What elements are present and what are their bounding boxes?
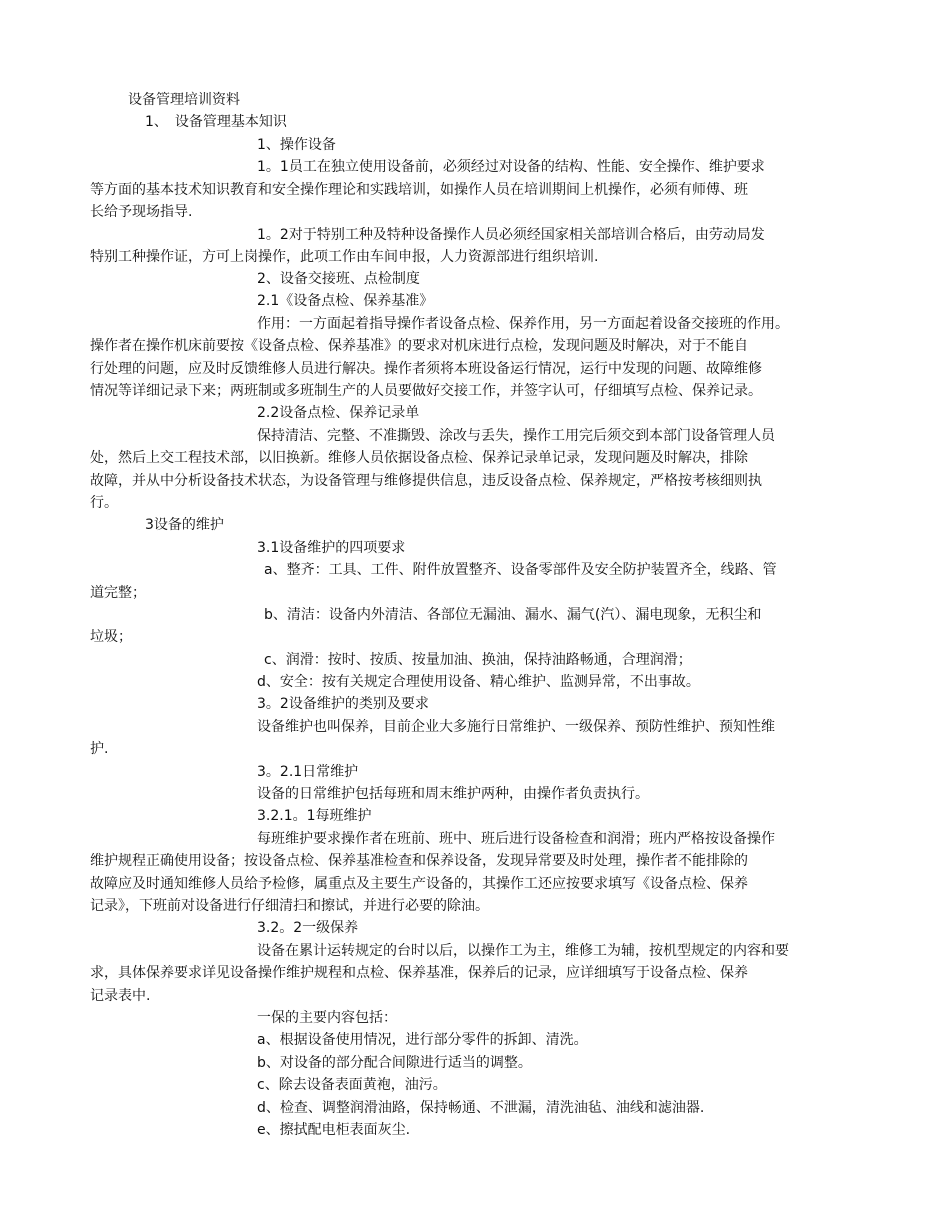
list-item-continuation: 垃圾； xyxy=(90,629,132,645)
subsection-heading: 2.1《设备点检、保养基准》 xyxy=(257,293,434,309)
paragraph-line: 一保的主要内容包括： xyxy=(257,1010,397,1026)
subsection-heading: 1、操作设备 xyxy=(257,137,336,153)
list-item: a、整齐：工具、工件、附件放置整齐、设备零部件及安全防护装置齐全，线路、管 xyxy=(264,562,777,578)
paragraph-line: 求，具体保养要求详见设备操作维护规程和点检、保养基准，保养后的记录，应详细填写于设备点检、保养 xyxy=(90,965,748,981)
paragraph-line: 行。 xyxy=(90,495,118,511)
list-item: a、根据设备使用情况，进行部分零件的拆卸、清洗。 xyxy=(257,1032,588,1048)
paragraph-line: 维护规程正确使用设备；按设备点检、保养基准检查和保养设备，发现异常要及时处理，操作者不能排除的 xyxy=(90,853,748,869)
subsection-heading: 3。2.1日常维护 xyxy=(257,764,359,780)
list-item: e、擦拭配电柜表面灰尘. xyxy=(257,1122,411,1138)
list-item: b、对设备的部分配合间隙进行适当的调整。 xyxy=(257,1055,532,1071)
list-item: d、检查、调整润滑油路，保持畅通、不泄漏，清洗油毡、油线和滤油器. xyxy=(257,1100,705,1116)
paragraph-line: 1。2对于特别工种及特种设备操作人员必须经国家相关部培训合格后，由劳动局发 xyxy=(257,227,765,243)
paragraph-line: 设备维护也叫保养，目前企业大多施行日常维护、一级保养、预防性维护、预知性维 xyxy=(257,719,775,735)
subsection-heading: 3。2设备维护的类别及要求 xyxy=(257,696,429,712)
subsection-heading: 2、设备交接班、点检制度 xyxy=(257,271,420,287)
paragraph-line: 长给予现场指导. xyxy=(90,204,193,220)
paragraph-line: 作用：一方面起着指导操作者设备点检、保养作用，另一方面起着设备交接班的作用。 xyxy=(257,316,789,332)
paragraph-line: 记录》，下班前对设备进行仔细清扫和擦试，并进行必要的除油。 xyxy=(90,898,489,914)
list-item: c、除去设备表面黄袍，油污。 xyxy=(257,1077,447,1093)
list-item: b、清洁：设备内外清洁、各部位无漏油、漏水、漏气(汽）、漏电现象，无积尘和 xyxy=(264,607,762,623)
subsection-heading: 3.2.1。1每班维护 xyxy=(257,808,372,824)
subsection-heading: 3.1设备维护的四项要求 xyxy=(257,540,406,556)
section-heading: 1、 设备管理基本知识 xyxy=(145,114,287,130)
paragraph-line: 处，然后上交工程技术部，以旧换新。维修人员依据设备点检、保养记录单记录，发现问题及时解决，排除 xyxy=(90,450,748,466)
paragraph-line: 记录表中. xyxy=(90,988,151,1004)
list-item: c、润滑：按时、按质、按量加油、换油，保持油路畅通，合理润滑； xyxy=(264,652,692,668)
paragraph-line: 1。1员工在独立使用设备前，必须经过对设备的结构、性能、安全操作、维护要求 xyxy=(257,159,765,175)
paragraph-line: 情况等详细记录下来；两班制或多班制生产的人员要做好交接工作，并签字认可，仔细填写点检、保养记录。 xyxy=(90,383,762,399)
paragraph-line: 护. xyxy=(90,741,109,757)
list-item-continuation: 道完整； xyxy=(90,585,146,601)
paragraph-line: 行处理的问题，应及时反馈维修人员进行解决。操作者须将本班设备运行情况，运行中发现的问题、故障维修 xyxy=(90,361,762,377)
paragraph-line: 设备在累计运转规定的台时以后，以操作工为主，维修工为辅，按机型规定的内容和要 xyxy=(257,943,789,959)
paragraph-line: 每班维护要求操作者在班前、班中、班后进行设备检查和润滑；班内严格按设备操作 xyxy=(257,831,775,847)
paragraph-line: 特别工种操作证，方可上岗操作，此项工作由车间申报，人力资源部进行组织培训. xyxy=(90,249,599,265)
document-title: 设备管理培训资料 xyxy=(128,92,240,108)
subsection-heading: 3.2。2一级保养 xyxy=(257,920,359,936)
section-heading: 3设备的维护 xyxy=(145,517,224,533)
list-item: d、安全：按有关规定合理使用设备、精心维护、监测异常，不出事故。 xyxy=(257,674,700,690)
paragraph-line: 等方面的基本技术知识教育和安全操作理论和实践培训，如操作人员在培训期间上机操作，必须有师傅、班 xyxy=(90,182,748,198)
paragraph-line: 故障应及时通知维修人员给予检修，属重点及主要生产设备的，其操作工还应按要求填写《设备点检、保养 xyxy=(90,876,748,892)
subsection-heading: 2.2设备点检、保养记录单 xyxy=(257,405,420,421)
paragraph-line: 设备的日常维护包括每班和周末维护两种，由操作者负责执行。 xyxy=(257,786,649,802)
paragraph-line: 故障，并从中分析设备技术状态，为设备管理与维修提供信息，违反设备点检、保养规定，严格按考核细则执 xyxy=(90,473,762,489)
paragraph-line: 操作者在操作机床前要按《设备点检、保养基准》的要求对机床进行点检，发现问题及时解决，对于不能自 xyxy=(90,338,748,354)
paragraph-line: 保持清洁、完整、不准撕毁、涂改与丢失，操作工用完后须交到本部门设备管理人员 xyxy=(257,428,775,444)
